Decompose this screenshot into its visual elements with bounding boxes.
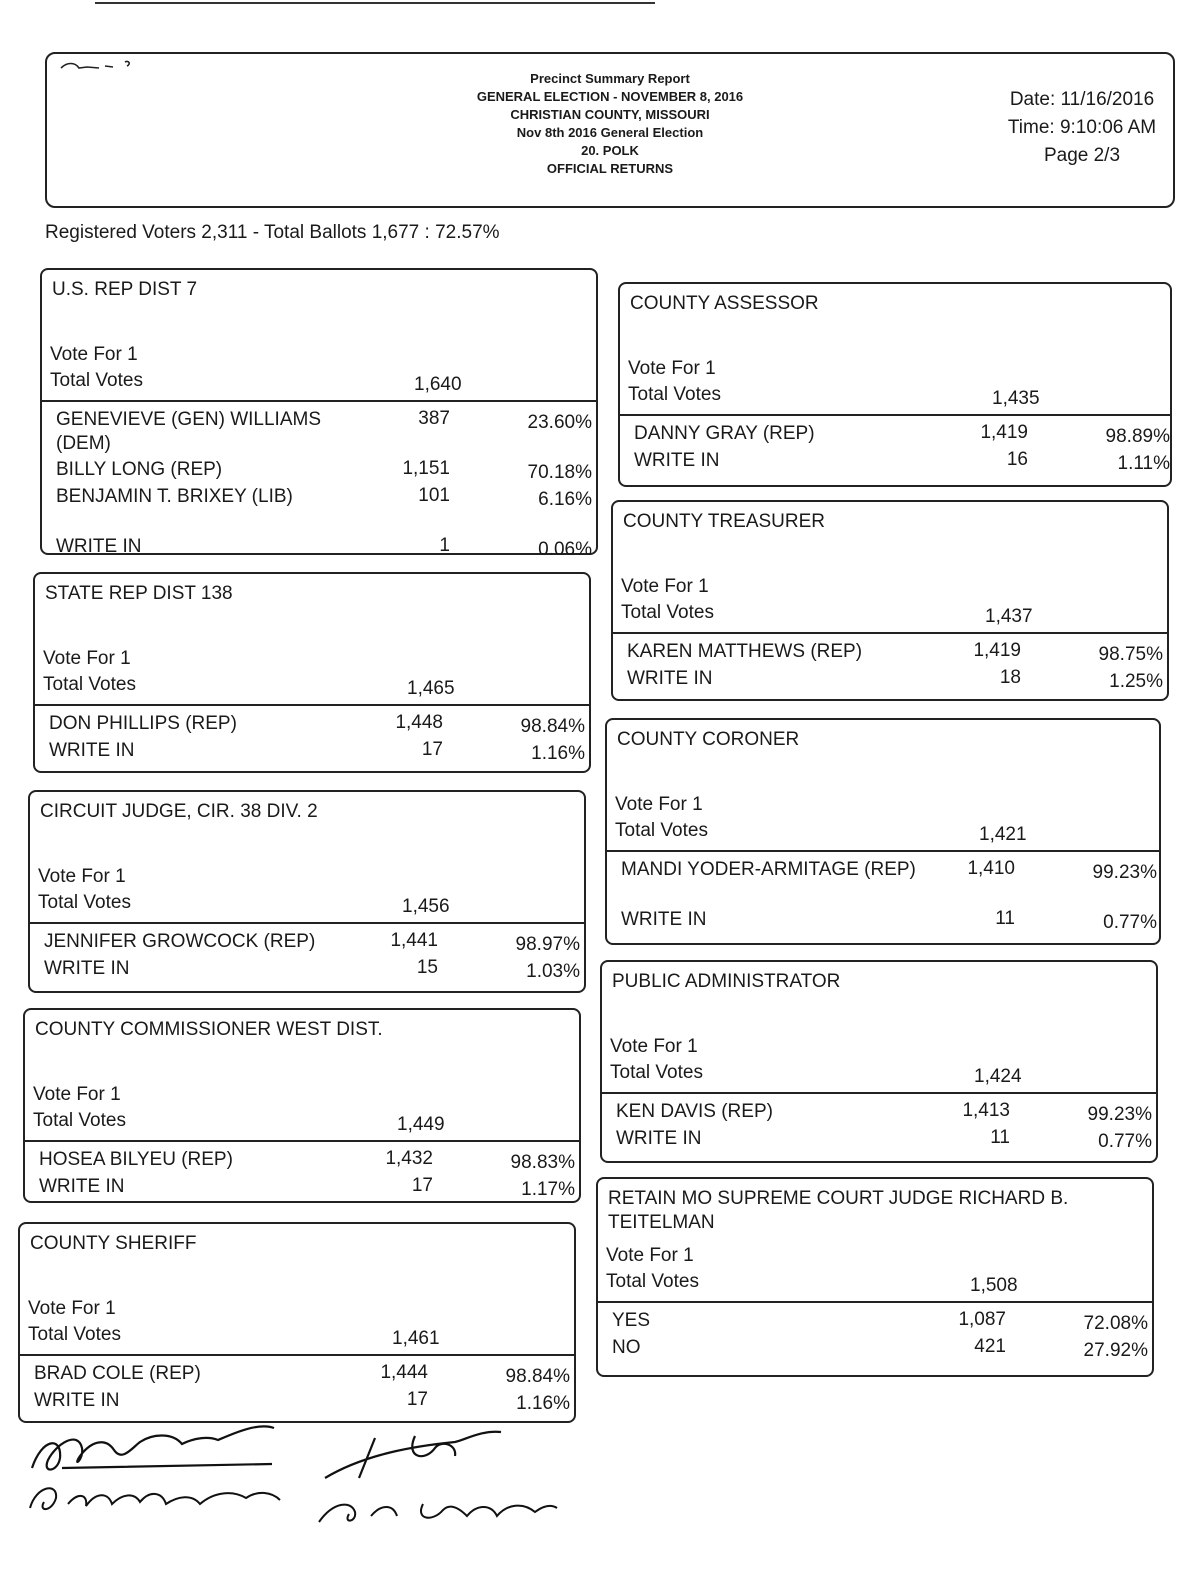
race-box bbox=[18, 1222, 576, 1423]
candidate-name: BENJAMIN T. BRIXEY (LIB) bbox=[56, 486, 293, 507]
total-votes-label: Total Votes bbox=[621, 602, 714, 623]
vote-for-label: Vote For 1 bbox=[606, 1245, 694, 1266]
turnout-summary: Registered Voters 2,311 - Total Ballots 1,677 : 72.57% bbox=[45, 222, 500, 243]
candidate-percent: 1.16% bbox=[531, 743, 585, 764]
vote-for-label: Vote For 1 bbox=[43, 648, 131, 669]
candidate-name: WRITE IN bbox=[621, 909, 707, 930]
top-rule bbox=[95, 2, 655, 4]
race-title: U.S. REP DIST 7 bbox=[52, 279, 198, 300]
race-title: STATE REP DIST 138 bbox=[45, 583, 233, 604]
race-title: COUNTY SHERIFF bbox=[30, 1233, 197, 1254]
candidate-percent: 1.11% bbox=[1117, 453, 1170, 474]
race-divider bbox=[598, 1301, 1152, 1303]
race-divider bbox=[613, 632, 1167, 634]
candidate-votes: 15 bbox=[416, 957, 438, 978]
total-votes-value: 1,456 bbox=[402, 896, 450, 917]
county-name: CHRISTIAN COUNTY, MISSOURI bbox=[510, 107, 710, 122]
candidate-name: DON PHILLIPS (REP) bbox=[49, 713, 237, 734]
candidate-name: NO bbox=[612, 1337, 641, 1358]
race-box bbox=[618, 282, 1172, 487]
candidate-percent: 1.17% bbox=[521, 1179, 575, 1200]
signature-graphic-2 bbox=[305, 1418, 565, 1533]
candidate-votes: 1,448 bbox=[395, 712, 443, 733]
candidate-percent: 0.06% bbox=[538, 539, 592, 560]
total-votes-value: 1,461 bbox=[392, 1328, 440, 1349]
candidate-percent: 70.18% bbox=[527, 462, 592, 483]
vote-for-label: Vote For 1 bbox=[50, 344, 138, 365]
race-divider bbox=[30, 922, 584, 924]
candidate-votes: 17 bbox=[421, 739, 443, 760]
candidate-percent: 0.77% bbox=[1103, 912, 1157, 933]
signature-graphic bbox=[22, 1408, 292, 1528]
race-divider bbox=[35, 704, 589, 706]
candidate-name: WRITE IN bbox=[56, 536, 142, 557]
candidate-percent: 1.25% bbox=[1109, 671, 1163, 692]
race-title: COUNTY TREASURER bbox=[623, 511, 825, 532]
candidate-percent: 23.60% bbox=[527, 412, 592, 433]
race-divider bbox=[620, 414, 1170, 416]
total-votes-label: Total Votes bbox=[610, 1062, 703, 1083]
candidate-name: GENEVIEVE (GEN) WILLIAMS (DEM) bbox=[56, 409, 321, 454]
race-divider bbox=[20, 1354, 574, 1356]
candidate-name: WRITE IN bbox=[34, 1390, 120, 1411]
candidate-votes: 101 bbox=[418, 485, 450, 506]
candidate-votes: 1,087 bbox=[958, 1309, 1006, 1330]
total-votes-label: Total Votes bbox=[43, 674, 136, 695]
total-votes-value: 1,424 bbox=[974, 1066, 1022, 1087]
vote-for-label: Vote For 1 bbox=[615, 794, 703, 815]
total-votes-value: 1,421 bbox=[979, 824, 1027, 845]
candidate-name: WRITE IN bbox=[616, 1128, 702, 1149]
race-box bbox=[33, 572, 591, 773]
candidate-percent: 1.03% bbox=[526, 961, 580, 982]
candidate-votes: 18 bbox=[999, 667, 1021, 688]
race-divider bbox=[602, 1092, 1156, 1094]
candidate-name: KEN DAVIS (REP) bbox=[616, 1101, 773, 1122]
candidate-percent: 98.83% bbox=[510, 1152, 575, 1173]
candidate-votes: 1,413 bbox=[962, 1100, 1010, 1121]
race-box bbox=[23, 1008, 581, 1203]
candidate-percent: 98.97% bbox=[515, 934, 580, 955]
candidate-votes: 11 bbox=[995, 908, 1015, 929]
candidate-name: WRITE IN bbox=[39, 1176, 125, 1197]
race-box bbox=[605, 718, 1161, 945]
race-title: RETAIN MO SUPREME COURT JUDGE RICHARD B. TEITELMAN bbox=[608, 1188, 1069, 1233]
total-votes-label: Total Votes bbox=[33, 1110, 126, 1131]
race-title: COUNTY ASSESSOR bbox=[630, 293, 819, 314]
candidate-votes: 1,419 bbox=[980, 422, 1028, 443]
race-title: COUNTY COMMISSIONER WEST DIST. bbox=[35, 1019, 383, 1040]
race-title: CIRCUIT JUDGE, CIR. 38 DIV. 2 bbox=[40, 801, 318, 822]
race-divider bbox=[42, 400, 596, 402]
election-name: Nov 8th 2016 General Election bbox=[516, 125, 704, 140]
report-time: Time: 9:10:06 AM bbox=[1007, 117, 1157, 138]
total-votes-value: 1,435 bbox=[992, 388, 1040, 409]
vote-for-label: Vote For 1 bbox=[610, 1036, 698, 1057]
candidate-votes: 1,441 bbox=[390, 930, 438, 951]
candidate-percent: 98.84% bbox=[505, 1366, 570, 1387]
race-divider bbox=[25, 1140, 579, 1142]
candidate-name: WRITE IN bbox=[627, 668, 713, 689]
candidate-name: HOSEA BILYEU (REP) bbox=[39, 1149, 233, 1170]
candidate-votes: 1,151 bbox=[402, 458, 450, 479]
total-votes-value: 1,449 bbox=[397, 1114, 445, 1135]
total-votes-label: Total Votes bbox=[606, 1271, 699, 1292]
candidate-name: BRAD COLE (REP) bbox=[34, 1363, 201, 1384]
candidate-name: JENNIFER GROWCOCK (REP) bbox=[44, 931, 316, 952]
vote-for-label: Vote For 1 bbox=[33, 1084, 121, 1105]
candidate-votes: 16 bbox=[1006, 449, 1028, 470]
race-box bbox=[611, 500, 1169, 701]
candidate-votes: 17 bbox=[411, 1175, 433, 1196]
report-header bbox=[45, 52, 1175, 208]
total-votes-value: 1,437 bbox=[985, 606, 1033, 627]
total-votes-label: Total Votes bbox=[615, 820, 708, 841]
election-title: GENERAL ELECTION - NOVEMBER 8, 2016 bbox=[476, 89, 744, 104]
candidate-votes: 11 bbox=[990, 1127, 1010, 1148]
vote-for-label: Vote For 1 bbox=[38, 866, 126, 887]
candidate-votes: 421 bbox=[974, 1336, 1006, 1357]
candidate-percent: 98.75% bbox=[1098, 644, 1163, 665]
report-title: Precinct Summary Report bbox=[530, 71, 690, 86]
total-votes-value: 1,640 bbox=[414, 374, 462, 395]
returns-status: OFFICIAL RETURNS bbox=[546, 161, 674, 176]
total-votes-label: Total Votes bbox=[28, 1324, 121, 1345]
candidate-votes: 17 bbox=[406, 1389, 428, 1410]
candidate-name: KAREN MATTHEWS (REP) bbox=[627, 641, 863, 662]
total-votes-label: Total Votes bbox=[38, 892, 131, 913]
candidate-percent: 6.16% bbox=[538, 489, 592, 510]
race-box bbox=[40, 268, 598, 560]
vote-for-label: Vote For 1 bbox=[621, 576, 709, 597]
candidate-votes: 1,410 bbox=[967, 858, 1015, 879]
candidate-votes: 387 bbox=[418, 408, 450, 429]
race-box bbox=[28, 790, 586, 993]
race-divider bbox=[607, 850, 1159, 852]
race-box bbox=[596, 1177, 1154, 1377]
header-meta bbox=[997, 86, 1167, 170]
vote-for-label: Vote For 1 bbox=[28, 1298, 116, 1319]
page-number: Page 2/3 bbox=[1043, 145, 1121, 166]
candidate-votes: 1 bbox=[439, 535, 450, 556]
candidate-name: YES bbox=[612, 1310, 651, 1331]
candidate-name: WRITE IN bbox=[49, 740, 135, 761]
candidate-name: DANNY GRAY (REP) bbox=[634, 423, 815, 444]
total-votes-label: Total Votes bbox=[50, 370, 143, 391]
precinct-name: 20. POLK bbox=[581, 143, 639, 158]
candidate-percent: 72.08% bbox=[1083, 1313, 1148, 1334]
candidate-name: WRITE IN bbox=[634, 450, 720, 471]
candidate-percent: 27.92% bbox=[1083, 1340, 1148, 1361]
report-date: Date: 11/16/2016 bbox=[1009, 89, 1155, 110]
candidate-name: BILLY LONG (REP) bbox=[56, 459, 223, 480]
race-title: PUBLIC ADMINISTRATOR bbox=[612, 971, 841, 992]
candidate-percent: 1.16% bbox=[516, 1393, 570, 1414]
candidate-percent: 98.89% bbox=[1105, 426, 1170, 447]
race-box bbox=[600, 960, 1158, 1163]
vote-for-label: Vote For 1 bbox=[628, 358, 716, 379]
candidate-name: MANDI YODER-ARMITAGE (REP) bbox=[621, 859, 916, 880]
race-title: COUNTY CORONER bbox=[617, 729, 800, 750]
total-votes-value: 1,508 bbox=[970, 1275, 1018, 1296]
candidate-percent: 99.23% bbox=[1092, 862, 1157, 883]
candidate-name: WRITE IN bbox=[44, 958, 130, 979]
total-votes-value: 1,465 bbox=[407, 678, 455, 699]
candidate-votes: 1,432 bbox=[385, 1148, 433, 1169]
candidate-votes: 1,444 bbox=[380, 1362, 428, 1383]
candidate-percent: 99.23% bbox=[1087, 1104, 1152, 1125]
candidate-votes: 1,419 bbox=[973, 640, 1021, 661]
candidate-percent: 98.84% bbox=[520, 716, 585, 737]
candidate-percent: 0.77% bbox=[1098, 1131, 1152, 1152]
total-votes-label: Total Votes bbox=[628, 384, 721, 405]
